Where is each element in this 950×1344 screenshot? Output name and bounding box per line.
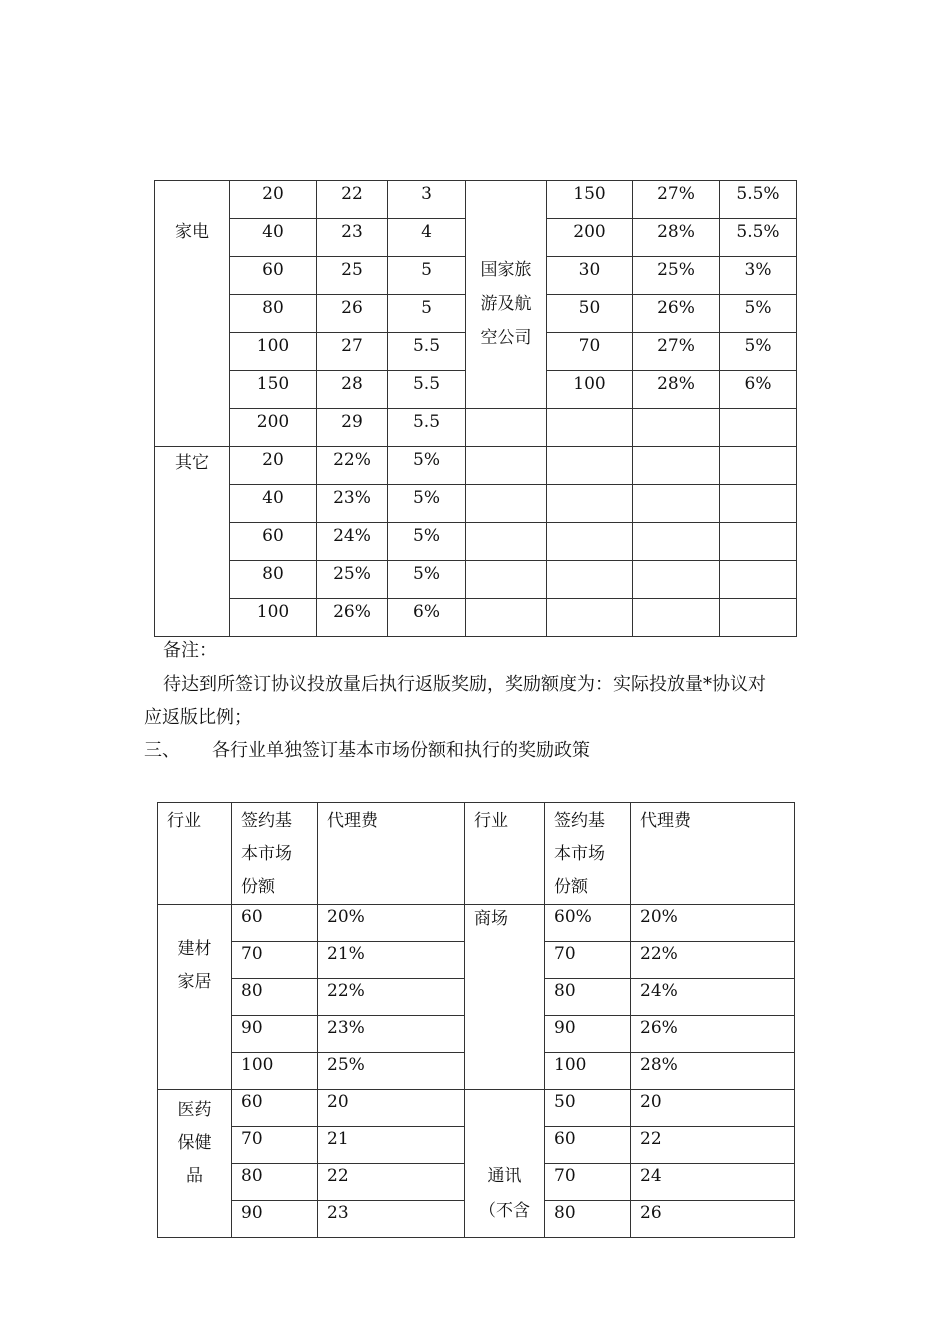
table-cell: 27% (633, 181, 720, 219)
category-label-line: 医药 (177, 1100, 212, 1120)
category-label-line: 品 (186, 1166, 203, 1186)
table-cell: 27 (317, 333, 388, 371)
table-cell (720, 561, 797, 599)
header-line: 本市场 (554, 844, 605, 864)
table-cell: 60 (230, 257, 317, 295)
table-cell (466, 447, 547, 485)
header-share (232, 803, 318, 905)
header-line: 签约基 (554, 811, 605, 831)
table-cell: 28% (633, 371, 720, 409)
header-line: 份额 (554, 877, 588, 897)
table-header-row (158, 803, 795, 905)
table-cell: 90 (545, 1016, 631, 1053)
category-label-line: （不含 (479, 1201, 530, 1221)
table-cell: 21 (318, 1127, 465, 1164)
table-cell: 20 (631, 1090, 795, 1127)
table-cell: 200 (547, 219, 633, 257)
table-cell (466, 409, 547, 447)
category-building-home (158, 905, 232, 1090)
category-label-line: 国家旅 (480, 260, 532, 280)
table-cell: 100 (545, 1053, 631, 1090)
table-cell: 100 (547, 371, 633, 409)
table-cell: 20 (230, 181, 317, 219)
table-cell: 22% (631, 942, 795, 979)
table-cell (720, 485, 797, 523)
table-cell: 5.5% (720, 181, 797, 219)
table-cell: 25% (633, 257, 720, 295)
table-cell: 26% (631, 1016, 795, 1053)
table-cell: 80 (232, 979, 318, 1016)
table-cell: 70 (545, 1164, 631, 1201)
table-row (155, 599, 797, 637)
notes-line-1: 待达到所签订协议投放量后执行返版奖励，奖励额度为：实际投放量*协议对 (163, 674, 766, 695)
category-telecom (465, 1090, 545, 1238)
table-cell (547, 599, 633, 637)
table-row (155, 447, 797, 485)
table-cell: 30 (547, 257, 633, 295)
table-cell: 24% (317, 523, 388, 561)
table-cell: 40 (230, 485, 317, 523)
table-row (155, 561, 797, 599)
table-cell: 60 (232, 905, 318, 942)
table-cell: 5 (388, 257, 466, 295)
table-cell (466, 561, 547, 599)
table-cell: 3 (388, 181, 466, 219)
table-cell (633, 523, 720, 561)
header-industry: 行业 (158, 803, 232, 905)
table-cell: 80 (230, 561, 317, 599)
section-number: 三、 (144, 740, 180, 761)
table-cell: 22 (631, 1127, 795, 1164)
table-cell: 28 (317, 371, 388, 409)
table-cell: 29 (317, 409, 388, 447)
table-cell: 23 (317, 219, 388, 257)
table-cell: 5% (388, 561, 466, 599)
table-cell: 70 (232, 1127, 318, 1164)
table-cell (720, 523, 797, 561)
table-cell: 25% (318, 1053, 465, 1090)
table-cell: 20% (631, 905, 795, 942)
table-cell: 80 (545, 979, 631, 1016)
table-cell: 5.5 (388, 409, 466, 447)
table-cell: 6% (388, 599, 466, 637)
table-cell: 5% (388, 447, 466, 485)
table-cell: 25 (317, 257, 388, 295)
table-cell: 28% (631, 1053, 795, 1090)
table-cell (547, 523, 633, 561)
table-cell: 6% (720, 371, 797, 409)
table-row (155, 523, 797, 561)
category-travel-airline (466, 181, 547, 409)
table-cell: 23% (318, 1016, 465, 1053)
category-label-line: 家居 (177, 972, 212, 992)
table-cell: 60 (232, 1090, 318, 1127)
rebate-table-1 (154, 180, 797, 637)
table-cell: 40 (230, 219, 317, 257)
category-label-line: 保健 (177, 1133, 212, 1153)
category-label-line: 游及航 (480, 294, 532, 314)
table-cell (633, 599, 720, 637)
table-cell: 5% (720, 333, 797, 371)
table-cell: 4 (388, 219, 466, 257)
table-cell (547, 447, 633, 485)
table-cell: 50 (547, 295, 633, 333)
table-cell: 70 (545, 942, 631, 979)
table-cell: 50 (545, 1090, 631, 1127)
table-cell: 25% (317, 561, 388, 599)
table-cell (720, 599, 797, 637)
table-cell (466, 485, 547, 523)
table-cell: 20 (230, 447, 317, 485)
table-cell: 5% (720, 295, 797, 333)
table-cell (547, 561, 633, 599)
table-cell (720, 409, 797, 447)
table-cell (547, 409, 633, 447)
table-cell: 22 (318, 1164, 465, 1201)
table-cell: 20% (318, 905, 465, 942)
table-row (158, 905, 795, 942)
table-cell: 22% (318, 979, 465, 1016)
table-cell: 150 (230, 371, 317, 409)
table-cell: 100 (232, 1053, 318, 1090)
table-cell: 80 (545, 1201, 631, 1238)
table-cell: 5 (388, 295, 466, 333)
table-cell: 24 (631, 1164, 795, 1201)
table-cell: 22% (317, 447, 388, 485)
table-cell: 5% (388, 523, 466, 561)
table-cell: 150 (547, 181, 633, 219)
table-cell: 80 (230, 295, 317, 333)
header-fee: 代理费 (318, 803, 465, 905)
table-cell: 200 (230, 409, 317, 447)
header-line: 本市场 (241, 844, 292, 864)
table-cell (633, 409, 720, 447)
header-line: 签约基 (241, 811, 292, 831)
section-title: 各行业单独签订基本市场份额和执行的奖励政策 (212, 740, 590, 761)
table-cell: 80 (232, 1164, 318, 1201)
table-cell: 21% (318, 942, 465, 979)
industry-share-table (157, 802, 795, 1238)
table-cell (633, 447, 720, 485)
table-cell: 22 (317, 181, 388, 219)
table-cell (633, 485, 720, 523)
table-cell: 70 (232, 942, 318, 979)
table-row (155, 181, 797, 219)
table-cell: 90 (232, 1016, 318, 1053)
header-industry: 行业 (465, 803, 545, 905)
category-label-line: 空公司 (480, 328, 532, 348)
table-cell: 26 (317, 295, 388, 333)
table-row (158, 1090, 795, 1127)
table-cell (547, 485, 633, 523)
table-cell: 26% (633, 295, 720, 333)
table-row (155, 409, 797, 447)
header-line: 份额 (241, 877, 275, 897)
table-cell: 26% (317, 599, 388, 637)
table-cell: 26 (631, 1201, 795, 1238)
category-label-line: 通讯 (487, 1166, 522, 1186)
table-cell: 3% (720, 257, 797, 295)
category-medicine-health (158, 1090, 232, 1238)
category-label-line: 建材 (177, 939, 212, 959)
table-cell: 27% (633, 333, 720, 371)
table-cell: 60% (545, 905, 631, 942)
notes-line-2: 应返版比例； (144, 707, 252, 728)
table-cell: 5% (388, 485, 466, 523)
table-cell: 60 (230, 523, 317, 561)
table-cell: 5.5 (388, 371, 466, 409)
table-cell (720, 447, 797, 485)
table-cell: 100 (230, 599, 317, 637)
table-cell: 23% (317, 485, 388, 523)
table-row (155, 485, 797, 523)
table-cell: 5.5 (388, 333, 466, 371)
category-other: 其它 (155, 447, 230, 637)
header-share (545, 803, 631, 905)
table-cell (466, 599, 547, 637)
table-cell: 60 (545, 1127, 631, 1164)
table-cell: 70 (547, 333, 633, 371)
table-cell (466, 523, 547, 561)
table-cell (633, 561, 720, 599)
table-cell: 23 (318, 1201, 465, 1238)
header-fee: 代理费 (631, 803, 795, 905)
table-cell: 24% (631, 979, 795, 1016)
table-cell: 20 (318, 1090, 465, 1127)
table-cell: 28% (633, 219, 720, 257)
category-mall: 商场 (465, 905, 545, 1090)
table-cell: 90 (232, 1201, 318, 1238)
table-cell: 100 (230, 333, 317, 371)
table-cell: 5.5% (720, 219, 797, 257)
notes-heading: 备注： (163, 640, 217, 661)
category-appliance: 家电 (155, 181, 230, 447)
